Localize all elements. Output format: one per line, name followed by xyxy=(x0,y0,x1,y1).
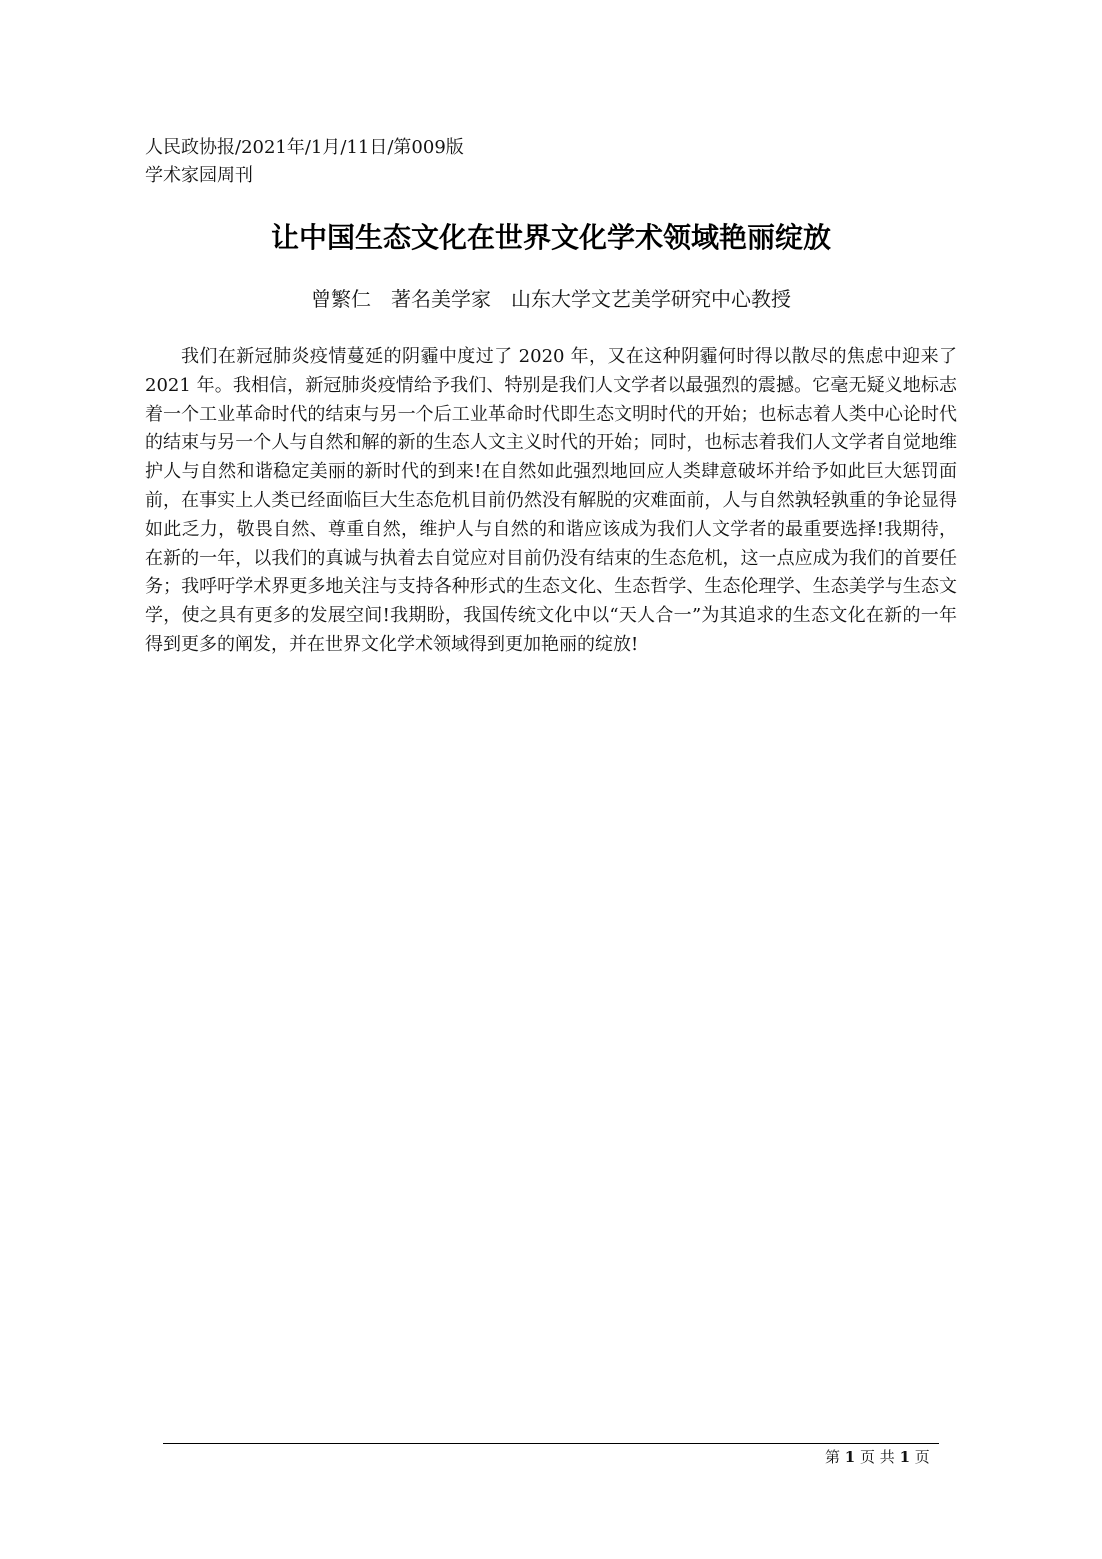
page-prefix: 第 xyxy=(825,1448,841,1466)
page-total: 1 xyxy=(899,1448,911,1466)
page-suffix: 页 xyxy=(914,1448,930,1466)
footer-divider xyxy=(163,1443,939,1444)
article-title: 让中国生态文化在世界文化学术领域艳丽绽放 xyxy=(270,221,831,254)
page-mid: 页 共 xyxy=(860,1448,895,1466)
publication-header xyxy=(145,134,464,190)
author-byline: 曾繁仁 著名美学家 山东大学文艺美学研究中心教授 xyxy=(311,287,791,311)
page-current: 1 xyxy=(844,1448,856,1466)
source-line: 人民政协报/2021年/1月/11日/第009版 xyxy=(145,137,464,158)
page-footer xyxy=(825,1446,930,1468)
column-name: 学术家园周刊 xyxy=(145,165,253,186)
article-body: 我们在新冠肺炎疫情蔓延的阴霾中度过了 2020 年，又在这种阴霾何时得以散尽的焦虑中迎来了 2021 年。我相信，新冠肺炎疫情给予我们、特别是我们人文学者以最强烈的震撼。它毫无疑义地标志着一个工业革命时代的结束与另一个后工业革命时代即生态文明时代的开始；也标志着人类中心论时代的结束与另一个人与自然和解的新的生态人文主义时代的开始；同时，也标志着我们人文学者自觉地维护人与自然和谐稳定美丽的新时代的到来!在自然如此强烈地回应人类肆意破坏并给予如此巨大惩罚面前，在事实上人类已经面临巨大生态危机目前仍然没有解脱的灾难面前，人与自然孰轻孰重的争论显得如此乏力，敬畏自然、尊重自然，维护人与自然的和谐应该成为我们人文学者的最重要选择!我期待，在新的一年，以我们的真诚与执着去自觉应对目前仍没有结束的生态危机，这一点应成为我们的首要任务；我呼吁学术界更多地关注与支持各种形式的生态文化、生态哲学、生态伦理学、生态美学与生态文学，使之具有更多的发展空间!我期盼，我国传统文化中以“天人合一”为其追求的生态文化在新的一年得到更多的阐发，并在世界文化学术领域得到更加艳丽的绽放! xyxy=(145,346,957,655)
